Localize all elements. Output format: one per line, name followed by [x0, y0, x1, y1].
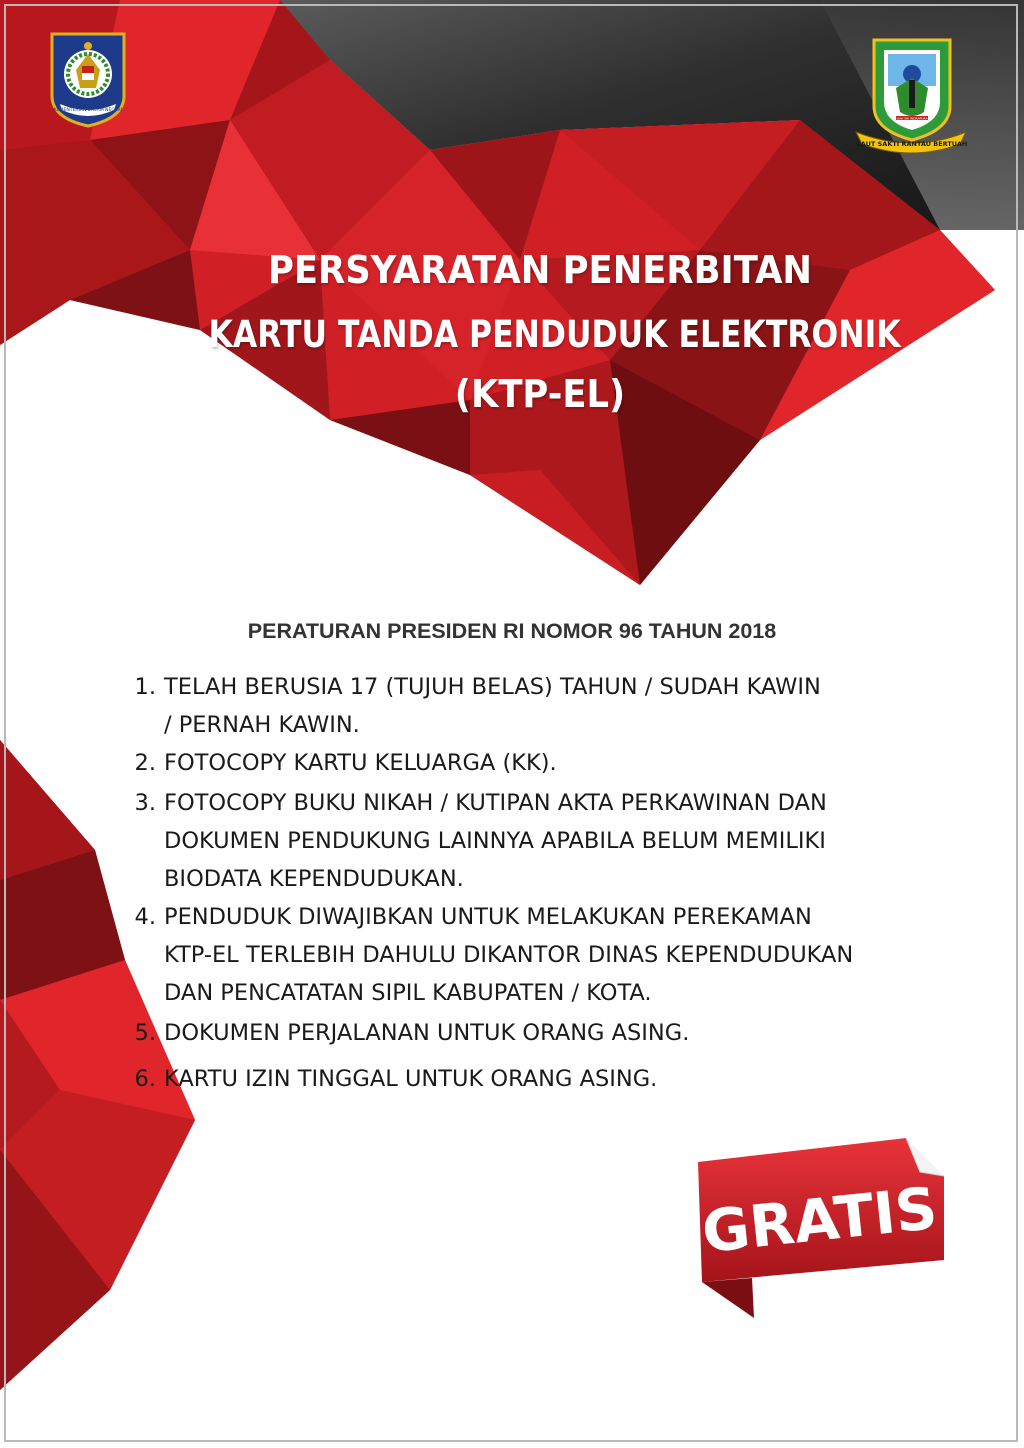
logo-right-shield-text: SIAK SRI INDRAPURA	[896, 116, 928, 121]
logo-right-ribbon-text: LAUT SAKTI RANTAU BERTUAH	[856, 140, 968, 148]
requirement-line: FOTOCOPY BUKU NIKAH / KUTIPAN AKTA PERKAWINAN DAN	[164, 790, 827, 816]
requirement-line: FOTOCOPY KARTU KELUARGA (KK).	[164, 750, 557, 776]
requirement-item-1	[134, 668, 821, 744]
logo-left-text: KEMENTERIAN DALAM NEGERI	[53, 108, 123, 113]
title-line-3: (KTP-EL)	[454, 372, 626, 416]
requirement-number: 2.	[134, 750, 156, 776]
requirement-line: TELAH BERUSIA 17 (TUJUH BELAS) TAHUN / SUDAH KAWIN	[164, 674, 821, 700]
regulation-subtitle: PERATURAN PRESIDEN RI NOMOR 96 TAHUN 2018	[247, 619, 777, 643]
requirement-line: / PERNAH KAWIN.	[164, 712, 360, 738]
requirement-item-5	[134, 1014, 690, 1052]
requirement-line: PENDUDUK DIWAJIBKAN UNTUK MELAKUKAN PEREKAMAN	[164, 904, 812, 930]
requirement-number: 5.	[134, 1020, 156, 1046]
title-line-1: PERSYARATAN PENERBITAN	[267, 248, 813, 292]
requirement-item-4	[134, 898, 854, 1012]
requirement-number: 3.	[134, 790, 156, 816]
requirement-item-3	[134, 784, 827, 898]
title-line-2: KARTU TANDA PENDUDUK ELEKTRONIK	[208, 313, 901, 356]
requirement-item-2	[134, 744, 557, 782]
requirement-line: BIODATA KEPENDUDUKAN.	[164, 866, 464, 892]
regency-shield-logo	[852, 36, 970, 158]
kemendagri-logo	[48, 30, 128, 128]
gratis-label: GRATIS	[698, 1173, 941, 1267]
requirement-line: KTP-EL TERLEBIH DAHULU DIKANTOR DINAS KEPENDUDUKAN	[164, 942, 854, 968]
requirement-line: KARTU IZIN TINGGAL UNTUK ORANG ASING.	[164, 1066, 658, 1092]
requirement-line: DOKUMEN PENDUKUNG LAINNYA APABILA BELUM MEMILIKI	[164, 828, 826, 854]
requirement-line: DOKUMEN PERJALANAN UNTUK ORANG ASING.	[164, 1020, 690, 1046]
requirement-item-6	[134, 1060, 658, 1098]
gratis-badge	[688, 1132, 950, 1322]
requirement-number: 4.	[134, 904, 156, 930]
requirement-number: 6.	[134, 1066, 156, 1092]
requirement-line: DAN PENCATATAN SIPIL KABUPATEN / KOTA.	[164, 980, 652, 1006]
requirement-number: 1.	[134, 674, 156, 700]
